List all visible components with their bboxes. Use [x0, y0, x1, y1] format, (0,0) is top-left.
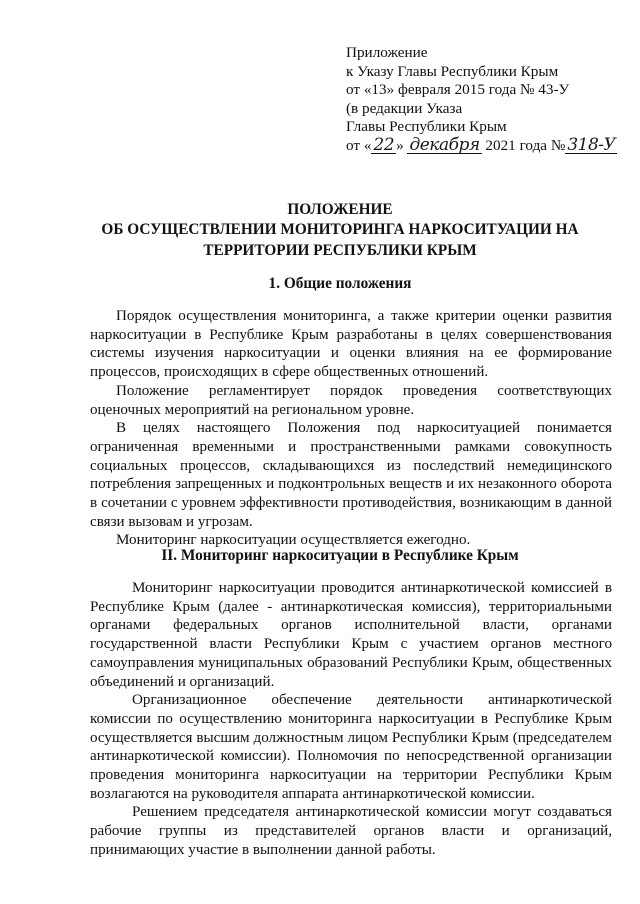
stamp-line: от «13» февраля 2015 года № 43-У	[346, 81, 570, 99]
title-line: ТЕРРИТОРИИ РЕСПУБЛИКИ КРЫМ	[203, 241, 477, 259]
appendix-stamp	[346, 44, 636, 156]
section-heading: 1. Общие положения	[268, 275, 412, 292]
handwritten-number: 318-У	[567, 134, 616, 155]
document-title	[90, 200, 590, 261]
paragraph: Организационное обеспечение деятельности антинаркотической комиссии по осуществлению мониторинга наркоситуации в Республике Крым осуществляется высшим должностным лицом Республики Крым (председателем антинаркотической комиссии). Полномочия по непосредственной организации проведения мониторинга наркоситуации на территории Республики Крым возлагаются на руководителя аппарата антинаркотической комиссии.	[90, 692, 612, 802]
section-body	[90, 579, 612, 860]
stamp-date-year: 2021 года №	[485, 136, 566, 154]
stamp-line: к Указу Главы Республики Крым	[346, 62, 559, 80]
handwritten-day: 22	[373, 134, 395, 155]
stamp-date-prefix: от «	[346, 136, 372, 154]
paragraph: Положение регламентирует порядок проведения соответствующих оценочных мероприятий на региональном уровне.	[90, 382, 612, 418]
paragraph: Порядок осуществления мониторинга, а также критерии оценки развития наркоситуации в Республике Крым разработаны в целях совершенствования системы изучения наркоситуации и оценки влияния на ее формирование процессов, происходящих в сфере общественных отношений.	[90, 308, 612, 381]
paragraph: Мониторинг наркоситуации проводится антинаркотической комиссией в Республике Крым (далее - антинаркотическая комиссия), территориальными органами федеральных органов исполнительной власти, органами государственной власти Республики Крым с участием органов местного самоуправления муниципальных образований Республики Крым, общественных объединений и организаций.	[90, 580, 612, 690]
paragraph: Решением председателя антинаркотической комиссии могут создаваться рабочие группы из представителей органов власти и организаций, принимающих участие в выполнении данной работы.	[90, 804, 612, 858]
stamp-line: (в редакции Указа	[346, 99, 463, 117]
section-heading: II. Мониторинг наркоситуации в Республике Крым	[161, 547, 519, 564]
section-body	[90, 307, 612, 550]
paragraph: Мониторинг наркоситуации осуществляется ежегодно.	[116, 532, 471, 549]
paragraph: В целях настоящего Положения под наркоситуацией понимается ограниченная временными и пространственными рамками совокупность социальных процессов, складывающихся из последствий немедицинского потребления запрещенных и подконтрольных веществ и их незаконного оборота в сочетании с уровнем эффективности противодействия, возникающим в данной связи вызовам и угрозам.	[90, 420, 612, 530]
handwritten-month: декабря	[409, 134, 480, 155]
title-line: ОБ ОСУЩЕСТВЛЕНИИ МОНИТОРИНГА НАРКОСИТУАЦИИ НА	[101, 221, 579, 239]
stamp-line: Главы Республики Крым	[346, 118, 507, 136]
stamp-date-line	[346, 134, 636, 156]
title-line: ПОЛОЖЕНИЕ	[287, 201, 393, 218]
stamp-date-quote: »	[396, 136, 404, 154]
stamp-line: Приложение	[346, 44, 428, 61]
